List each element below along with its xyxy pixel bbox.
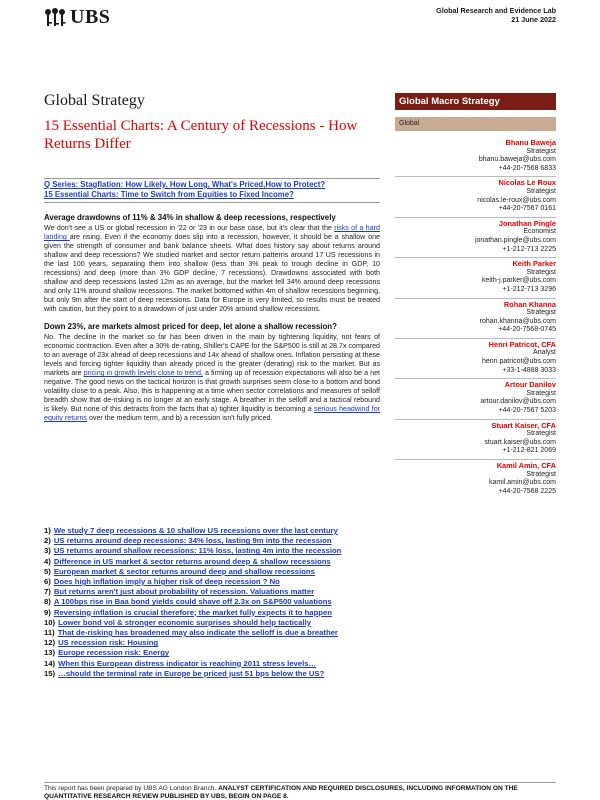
item-number: 12) [44, 638, 56, 648]
related-reports [44, 178, 380, 203]
chart-link[interactable]: US returns around deep recessions: 34% loss, lasting 9m into the recession [53, 536, 332, 546]
chart-link[interactable]: That de-risking has broadened may also indicate the selloff is due a breather [57, 628, 338, 638]
chart-list-item [44, 536, 384, 546]
footer-bold: ANALYST CERTIFICATION AND REQUIRED DISCLOSURES, INCLUDING INFORMATION ON THE QUANTITATIVE RESEARCH REVIEW PUBLISHED BY UBS, BEGIN ON PAGE 8. [44, 785, 518, 800]
item-number: 1) [44, 526, 51, 535]
analyst-phone: +1-212-713 3296 [502, 285, 556, 293]
report-date: 21 June 2022 [511, 15, 556, 24]
analyst-phone: +44-20-7568 2225 [498, 487, 556, 495]
chart-link[interactable]: European market & sector returns around deep and shallow recessions [53, 566, 315, 576]
chart-list-item [44, 577, 384, 587]
section1-paragraph [44, 224, 380, 314]
analyst-card [395, 177, 556, 217]
chart-list-item [44, 669, 384, 679]
analyst-email[interactable]: rohan.khanna@ubs.com [479, 317, 556, 325]
item-number: 8) [44, 597, 51, 607]
item-number: 14) [44, 658, 56, 668]
analyst-card [395, 420, 556, 460]
analyst-role: Strategist [526, 309, 556, 317]
item-number: 6) [44, 577, 51, 587]
footer-plain: This report has been prepared by UBS AG London Branch. [44, 785, 219, 792]
section1-text-b: are rising. Even if the economy does slip into a recession, however, it should be a shallow one given the strength of consumer and bank balance sheets. What does history say about returns around shallow and deep recessions? We studied market and sector return patterns around 17 US recessions in the last 100 years, separating them into shallow (less than 3% peak to trough decline in GDP, 10 recessions) and deep (more than 3% GDP decline, 7 recessions). Drawdowns associated with both shallow and deep recessions lasted 12m as an average, but the market fell 34% around deep recessions and only 11% around shallow recessions. The market bottomed within 4m of shallow recessions beginning, but only 9m after the start of deep recessions. Data for Europe is very limited, so results must be treated with caution, but they point to a drawdown of just under 20% around shallow recessions. [44, 233, 380, 314]
sidebar-region: Global [395, 117, 556, 131]
chart-list-item [44, 587, 384, 597]
analyst-email[interactable]: henri.patricot@ubs.com [481, 358, 556, 366]
analyst-role: Strategist [526, 187, 556, 195]
analyst-phone: +44-20-7568 6833 [498, 164, 556, 172]
chart-link[interactable]: Difference in US market & sector returns around deep & shallow recessions [53, 556, 331, 566]
analyst-role: Strategist [526, 389, 556, 397]
analyst-phone: +44-20-7568-0745 [498, 326, 556, 334]
item-number: 5) [44, 566, 51, 576]
analyst-name: Henri Patricot, CFA [488, 339, 556, 349]
chart-link[interactable]: …should the terminal rate in Europe be priced just 51 bps below the US? [58, 668, 325, 678]
related-link-2[interactable]: 15 Essential Charts: Time to Switch from Equities to Fixed Income? [44, 190, 294, 199]
analyst-name: Jonathan Pingle [498, 218, 556, 228]
sidebar-heading: Global Macro Strategy [395, 93, 556, 110]
chart-link[interactable]: US recession risk: Housing [58, 638, 159, 648]
analyst-name: Kamil Amin, CFA [496, 461, 556, 470]
analyst-phone: +1-212-821 2069 [502, 447, 556, 455]
analyst-card [395, 137, 556, 177]
chart-list-item [44, 638, 384, 648]
section2-text-c: over the medium term, and b) a recession isn't fully priced. [86, 414, 273, 423]
analyst-card [395, 218, 556, 258]
analyst-card [395, 379, 556, 419]
chart-list-item [44, 557, 384, 567]
analyst-role: Analyst [533, 349, 556, 357]
sidebar [395, 93, 556, 499]
analyst-email[interactable]: stuart.kaiser@ubs.com [484, 438, 556, 446]
related-link-1[interactable]: Q Series: Stagflation: How Likely, How Long, What's Priced,How to Protect? [44, 180, 326, 189]
research-unit: Global Research and Evidence Lab [436, 6, 556, 15]
item-number: 4) [44, 556, 51, 566]
analyst-card [395, 339, 556, 379]
item-number: 2) [44, 536, 51, 546]
hard-landing-link[interactable]: risks of a hard landing [44, 224, 380, 242]
main-body [44, 213, 380, 431]
chart-list-item [44, 659, 384, 669]
analyst-phone: +44-20-7567 5203 [498, 407, 556, 415]
ubs-logo [44, 6, 110, 29]
analyst-phone: +33-1-4888 3033 [502, 366, 556, 374]
header-info [436, 6, 556, 24]
analyst-email[interactable]: artour.danilov@ubs.com [480, 398, 556, 406]
analyst-role: Strategist [526, 430, 556, 438]
analyst-name: Keith Parker [512, 259, 556, 269]
series-title: Global Strategy [44, 92, 145, 109]
chart-list-item [44, 628, 384, 638]
analyst-name: Artour Danilov [504, 380, 556, 390]
chart-list-item [44, 648, 384, 658]
item-number: 10) [44, 617, 56, 627]
item-number: 13) [44, 648, 56, 658]
chart-list-item [44, 597, 384, 607]
item-number: 7) [44, 587, 51, 597]
chart-link[interactable]: Europe recession risk: Energy [58, 648, 170, 658]
logo-text: UBS [70, 6, 111, 28]
headwind-link[interactable]: serious headwind for equity returns [44, 405, 380, 423]
analyst-role: Economist [523, 228, 556, 236]
chart-link[interactable]: Does high inflation imply a higher risk of deep recession ? No [53, 577, 280, 587]
chart-list-item [44, 567, 384, 577]
disclosure-footer [44, 782, 556, 800]
analyst-name: Nicolas Le Roux [498, 178, 556, 188]
analyst-email[interactable]: keith-j.parker@ubs.com [481, 277, 556, 285]
analyst-card [395, 299, 556, 339]
item-number: 15) [44, 668, 56, 678]
chart-link[interactable]: A 100bps rise in Baa bond yields could shave off 2.3x on S&P500 valuations [53, 597, 332, 607]
analyst-role: Strategist [526, 147, 556, 155]
analyst-name: Rohan Khanna [503, 299, 556, 309]
section2-text-a: No. The decline in the market so far has been driven in the main by tightening liquidity, not fears of economic contraction. Even after a 30% de-rating, Shiller's CAPE for the S&P500 is still at 28.7x compared to an average of 23x ahead of deep recessions and 14x ahead of shallow ones. Inflation persisting at these levels and forcing tighter liquidity than already priced is the greater (derating) risk to the market. But as markets are [44, 333, 381, 378]
item-number: 3) [44, 546, 51, 556]
analyst-phone: +44-20-7567 0161 [498, 205, 556, 213]
section1-heading: Average drawdowns of 11% & 34% in shallow & deep recessions, respectively [44, 213, 336, 222]
chart-link[interactable]: But returns aren't just about probability of recession. Valuations matter [53, 587, 315, 597]
chart-list-item [44, 618, 384, 628]
chart-link[interactable]: US returns around shallow recessions: 11% loss, lasting 4m into the recession [53, 546, 342, 556]
pricing-growth-link[interactable]: pricing in growth levels close to trend, [83, 369, 203, 378]
analyst-email[interactable]: jonathan.pingle@ubs.com [474, 236, 556, 244]
chart-link[interactable]: When this European distress indicator is reaching 2011 stress levels… [58, 658, 317, 668]
analyst-card [395, 460, 556, 499]
chart-link[interactable]: Reversing inflation is crucial therefore; the market fully expects it to happen [53, 607, 332, 617]
chart-list-item [44, 526, 384, 536]
analyst-list [395, 137, 556, 499]
analyst-role: Strategist [526, 470, 556, 478]
chart-list-item [44, 546, 384, 556]
analyst-name: Bhanu Baweja [505, 138, 556, 147]
analyst-email[interactable]: nicolas.le-roux@ubs.com [477, 196, 556, 204]
section2-text-b: a firming up of recession expectations will also be a net negative. The good news on the tactical horizon is that growth surprises seem close to a bottom and bond volatility close to a peak. Also, this is happening at a time when sector correlations and measures of selloff breadth show that de-risking is no longer at an early stage. A breather in the selloff and a tactical rebound is likely. But none of this detracts from the facts that a) tighter liquidity is becoming a [44, 369, 381, 414]
analyst-role: Strategist [526, 268, 556, 276]
item-number: 11) [44, 628, 55, 638]
analyst-email[interactable]: kamil.amin@ubs.com [488, 479, 556, 487]
keys-icon [44, 8, 66, 28]
section2-paragraph [44, 333, 380, 423]
analyst-email[interactable]: bhanu.baweja@ubs.com [478, 156, 556, 164]
chart-list-item [44, 608, 384, 618]
section1-text-a: We don't see a US or global recession in '22 or '23 in our base case, but it's clear that the [44, 224, 335, 233]
chart-link[interactable]: Lower bond vol & stronger economic surprises should help tactically [58, 617, 312, 627]
section2-heading: Down 23%, are markets almost priced for deep, let alone a shallow recession? [44, 322, 337, 332]
analyst-card [395, 258, 556, 298]
chart-list [44, 526, 384, 679]
analyst-name: Stuart Kaiser, CFA [491, 420, 556, 430]
item-number: 9) [44, 607, 51, 617]
analyst-phone: +1-212-713 2225 [502, 245, 556, 253]
report-title: 15 Essential Charts: A Century of Recessions - How Returns Differ [44, 118, 358, 152]
chart-link[interactable]: We study 7 deep recessions & 10 shallow US recessions over the last century [53, 526, 338, 535]
